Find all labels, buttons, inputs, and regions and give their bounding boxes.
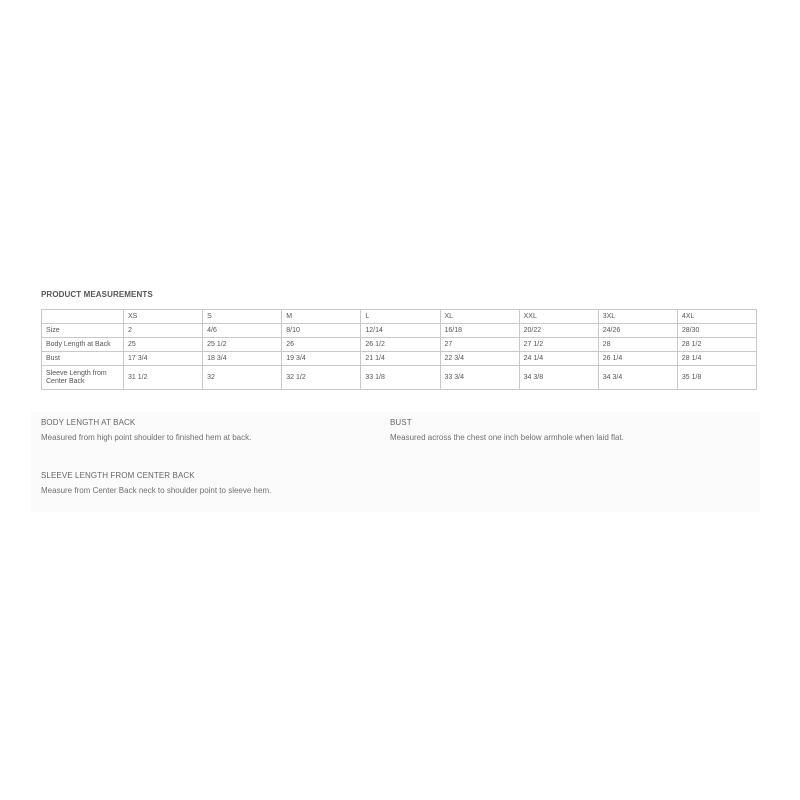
table-cell: 24/26 [598, 324, 677, 338]
measurements-table [41, 309, 757, 390]
header-cell-4xl: 4XL [677, 310, 756, 324]
row-label: Bust [42, 352, 124, 366]
header-cell-xl: XL [440, 310, 519, 324]
note-text: Measured across the chest one inch below armhole when laid flat. [390, 433, 624, 442]
table-cell: 24 1/4 [519, 352, 598, 366]
table-cell: 28 1/2 [677, 338, 756, 352]
table-cell: 19 3/4 [282, 352, 361, 366]
table-cell: 4/6 [203, 324, 282, 338]
table-cell: 18 3/4 [203, 352, 282, 366]
table-cell: 28 [598, 338, 677, 352]
table-cell: 28 1/4 [677, 352, 756, 366]
note-text: Measured from high point shoulder to finished hem at back. [41, 433, 252, 442]
table-cell: 28/30 [677, 324, 756, 338]
note-text: Measure from Center Back neck to shoulder point to sleeve hem. [41, 486, 272, 495]
table-row-sleeve-length [42, 366, 757, 390]
header-cell-s: S [203, 310, 282, 324]
table-cell: 35 1/8 [677, 366, 756, 390]
table-cell: 12/14 [361, 324, 440, 338]
header-cell-xs: XS [124, 310, 203, 324]
table-cell: 34 3/8 [519, 366, 598, 390]
measurement-notes-panel [31, 412, 760, 512]
table-cell: 21 1/4 [361, 352, 440, 366]
table-cell: 17 3/4 [124, 352, 203, 366]
table-cell: 32 [203, 366, 282, 390]
table-row-body-length [42, 338, 757, 352]
table-cell: 27 [440, 338, 519, 352]
header-cell-l: L [361, 310, 440, 324]
table-cell: 16/18 [440, 324, 519, 338]
table-cell: 20/22 [519, 324, 598, 338]
table-cell: 25 1/2 [203, 338, 282, 352]
table-cell: 33 1/8 [361, 366, 440, 390]
note-body-length [41, 418, 251, 442]
note-title: SLEEVE LENGTH FROM CENTER BACK [41, 471, 195, 480]
row-label: Body Length at Back [42, 338, 124, 352]
row-label: Sleeve Length from Center Back [42, 366, 124, 390]
table-cell: 27 1/2 [519, 338, 598, 352]
header-cell-xxl: XXL [519, 310, 598, 324]
header-cell-corner [42, 310, 124, 324]
note-sleeve-length [41, 471, 271, 495]
table-header-row [42, 310, 757, 324]
note-bust [390, 418, 624, 442]
table-cell: 25 [124, 338, 203, 352]
row-label: Size [42, 324, 124, 338]
table-cell: 33 3/4 [440, 366, 519, 390]
note-title: BUST [390, 418, 412, 427]
table-cell: 31 1/2 [124, 366, 203, 390]
header-cell-m: M [282, 310, 361, 324]
table-row-bust [42, 352, 757, 366]
table-cell: 32 1/2 [282, 366, 361, 390]
note-title: BODY LENGTH AT BACK [41, 418, 136, 427]
table-cell: 34 3/4 [598, 366, 677, 390]
table-cell: 2 [124, 324, 203, 338]
table-cell: 26 [282, 338, 361, 352]
table-cell: 26 1/4 [598, 352, 677, 366]
table-row-size [42, 324, 757, 338]
table-cell: 26 1/2 [361, 338, 440, 352]
header-cell-3xl: 3XL [598, 310, 677, 324]
section-title: PRODUCT MEASUREMENTS [41, 290, 153, 299]
table-cell: 8/10 [282, 324, 361, 338]
table-cell: 22 3/4 [440, 352, 519, 366]
